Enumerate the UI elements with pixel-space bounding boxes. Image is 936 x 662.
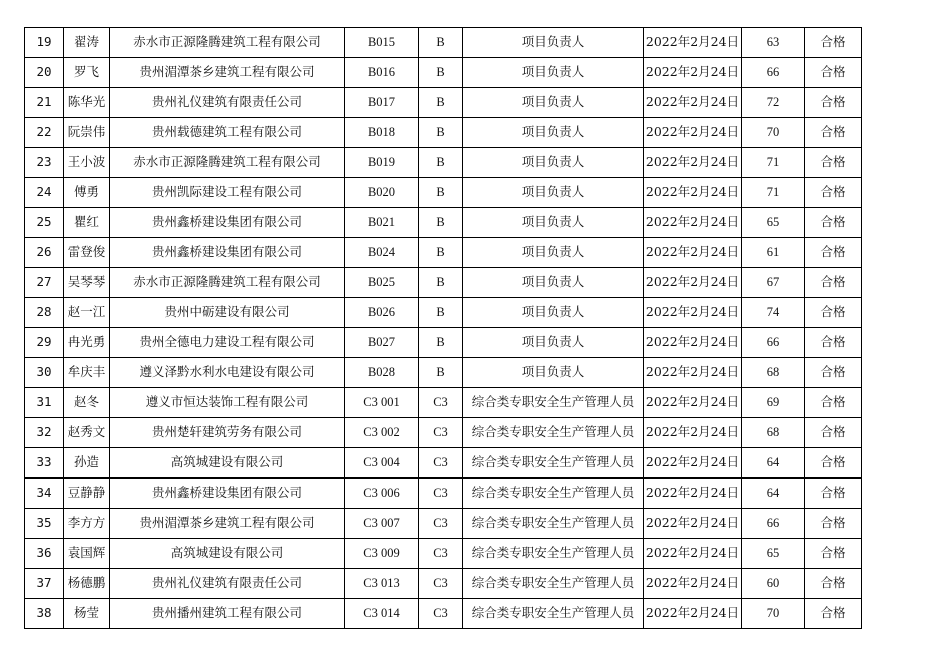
name-cell: 袁国辉 [64,539,110,569]
row-number-cell: 32 [25,418,64,448]
result-cell: 合格 [805,298,862,328]
role-cell: 综合类专职安全生产管理人员 [463,569,644,599]
result-cell: 合格 [805,448,862,479]
category-cell: C3 [419,478,463,509]
exam-date-cell: 2022年2月24日 [644,208,742,238]
category-cell: B [419,118,463,148]
name-cell: 吴琴琴 [64,268,110,298]
exam-date-cell: 2022年2月24日 [644,509,742,539]
role-cell: 项目负责人 [463,358,644,388]
category-cell: C3 [419,599,463,629]
table-row [25,388,862,418]
company-cell: 贵州凯际建设工程有限公司 [110,178,345,208]
name-cell: 傅勇 [64,178,110,208]
result-cell: 合格 [805,539,862,569]
company-cell: 贵州湄潭茶乡建筑工程有限公司 [110,58,345,88]
company-cell: 贵州鑫桥建设集团有限公司 [110,238,345,268]
name-cell: 雷登俊 [64,238,110,268]
name-cell: 杨德鹏 [64,569,110,599]
row-number-cell: 36 [25,539,64,569]
category-cell: C3 [419,418,463,448]
score-cell: 72 [742,88,805,118]
result-cell: 合格 [805,268,862,298]
name-cell: 孙造 [64,448,110,479]
table-row [25,88,862,118]
row-number-cell: 22 [25,118,64,148]
certificate-number-cell: C3 013 [345,569,419,599]
table-row [25,358,862,388]
row-number-cell: 30 [25,358,64,388]
exam-date-cell: 2022年2月24日 [644,268,742,298]
role-cell: 项目负责人 [463,328,644,358]
table-row [25,268,862,298]
score-cell: 70 [742,599,805,629]
result-cell: 合格 [805,388,862,418]
certificate-number-cell: B021 [345,208,419,238]
results-table [24,27,862,629]
category-cell: B [419,58,463,88]
score-cell: 69 [742,388,805,418]
result-cell: 合格 [805,599,862,629]
score-cell: 67 [742,268,805,298]
company-cell: 赤水市正源隆腾建筑工程有限公司 [110,28,345,58]
result-cell: 合格 [805,238,862,268]
score-cell: 63 [742,28,805,58]
table-row [25,58,862,88]
row-number-cell: 27 [25,268,64,298]
certificate-number-cell: B027 [345,328,419,358]
row-number-cell: 28 [25,298,64,328]
row-number-cell: 34 [25,478,64,509]
result-cell: 合格 [805,208,862,238]
exam-date-cell: 2022年2月24日 [644,238,742,268]
name-cell: 赵一江 [64,298,110,328]
name-cell: 翟涛 [64,28,110,58]
name-cell: 冉光勇 [64,328,110,358]
category-cell: C3 [419,509,463,539]
score-cell: 74 [742,298,805,328]
company-cell: 遵义市恒达装饰工程有限公司 [110,388,345,418]
company-cell: 贵州礼仪建筑有限责任公司 [110,569,345,599]
result-cell: 合格 [805,509,862,539]
result-cell: 合格 [805,148,862,178]
row-number-cell: 31 [25,388,64,418]
name-cell: 阮崇伟 [64,118,110,148]
row-number-cell: 20 [25,58,64,88]
score-cell: 64 [742,448,805,479]
score-cell: 64 [742,478,805,509]
category-cell: B [419,268,463,298]
company-cell: 高筑城建设有限公司 [110,448,345,479]
row-number-cell: 25 [25,208,64,238]
role-cell: 项目负责人 [463,118,644,148]
table-row [25,118,862,148]
row-number-cell: 21 [25,88,64,118]
company-cell: 贵州楚轩建筑劳务有限公司 [110,418,345,448]
role-cell: 项目负责人 [463,268,644,298]
role-cell: 项目负责人 [463,208,644,238]
company-cell: 赤水市正源隆腾建筑工程有限公司 [110,148,345,178]
table-row [25,328,862,358]
certificate-number-cell: C3 004 [345,448,419,479]
score-cell: 65 [742,208,805,238]
company-cell: 贵州全德电力建设工程有限公司 [110,328,345,358]
company-cell: 贵州鑫桥建设集团有限公司 [110,478,345,509]
category-cell: C3 [419,539,463,569]
category-cell: B [419,148,463,178]
table-row [25,418,862,448]
table-row [25,448,862,479]
table-row [25,148,862,178]
category-cell: B [419,178,463,208]
exam-date-cell: 2022年2月24日 [644,478,742,509]
certificate-number-cell: B019 [345,148,419,178]
category-cell: C3 [419,569,463,599]
certificate-number-cell: B018 [345,118,419,148]
score-cell: 66 [742,509,805,539]
row-number-cell: 26 [25,238,64,268]
name-cell: 罗飞 [64,58,110,88]
certificate-number-cell: C3 006 [345,478,419,509]
company-cell: 贵州载德建筑工程有限公司 [110,118,345,148]
name-cell: 杨莹 [64,599,110,629]
name-cell: 王小波 [64,148,110,178]
category-cell: B [419,88,463,118]
certificate-number-cell: B020 [345,178,419,208]
name-cell: 赵冬 [64,388,110,418]
score-cell: 60 [742,569,805,599]
row-number-cell: 19 [25,28,64,58]
result-cell: 合格 [805,418,862,448]
category-cell: B [419,28,463,58]
role-cell: 综合类专职安全生产管理人员 [463,478,644,509]
role-cell: 综合类专职安全生产管理人员 [463,388,644,418]
row-number-cell: 23 [25,148,64,178]
exam-date-cell: 2022年2月24日 [644,388,742,418]
name-cell: 陈华光 [64,88,110,118]
row-number-cell: 38 [25,599,64,629]
exam-date-cell: 2022年2月24日 [644,178,742,208]
score-cell: 66 [742,328,805,358]
category-cell: B [419,238,463,268]
role-cell: 项目负责人 [463,88,644,118]
role-cell: 项目负责人 [463,238,644,268]
exam-date-cell: 2022年2月24日 [644,599,742,629]
company-cell: 贵州中砺建设有限公司 [110,298,345,328]
role-cell: 综合类专职安全生产管理人员 [463,448,644,479]
exam-date-cell: 2022年2月24日 [644,88,742,118]
category-cell: C3 [419,388,463,418]
company-cell: 贵州礼仪建筑有限责任公司 [110,88,345,118]
score-cell: 71 [742,148,805,178]
row-number-cell: 24 [25,178,64,208]
result-cell: 合格 [805,178,862,208]
category-cell: B [419,208,463,238]
score-cell: 68 [742,358,805,388]
company-cell: 赤水市正源隆腾建筑工程有限公司 [110,268,345,298]
result-cell: 合格 [805,569,862,599]
table-row [25,298,862,328]
result-cell: 合格 [805,58,862,88]
exam-date-cell: 2022年2月24日 [644,58,742,88]
certificate-number-cell: C3 009 [345,539,419,569]
category-cell: B [419,358,463,388]
table-row [25,478,862,509]
name-cell: 豆静静 [64,478,110,509]
name-cell: 牟庆丰 [64,358,110,388]
name-cell: 瞿红 [64,208,110,238]
exam-date-cell: 2022年2月24日 [644,418,742,448]
exam-date-cell: 2022年2月24日 [644,148,742,178]
table-row [25,208,862,238]
row-number-cell: 37 [25,569,64,599]
exam-date-cell: 2022年2月24日 [644,328,742,358]
name-cell: 李方方 [64,509,110,539]
role-cell: 项目负责人 [463,148,644,178]
company-cell: 贵州湄潭茶乡建筑工程有限公司 [110,509,345,539]
exam-date-cell: 2022年2月24日 [644,298,742,328]
company-cell: 遵义泽黔水利水电建设有限公司 [110,358,345,388]
result-cell: 合格 [805,118,862,148]
role-cell: 项目负责人 [463,28,644,58]
result-cell: 合格 [805,478,862,509]
exam-date-cell: 2022年2月24日 [644,448,742,479]
company-cell: 贵州鑫桥建设集团有限公司 [110,208,345,238]
result-cell: 合格 [805,328,862,358]
certificate-number-cell: B024 [345,238,419,268]
certificate-number-cell: B015 [345,28,419,58]
certificate-number-cell: C3 001 [345,388,419,418]
category-cell: B [419,328,463,358]
table-body [25,28,862,629]
certificate-number-cell: B016 [345,58,419,88]
exam-date-cell: 2022年2月24日 [644,358,742,388]
result-cell: 合格 [805,28,862,58]
certificate-number-cell: B017 [345,88,419,118]
row-number-cell: 29 [25,328,64,358]
certificate-number-cell: C3 007 [345,509,419,539]
role-cell: 项目负责人 [463,298,644,328]
category-cell: C3 [419,448,463,479]
table-row [25,509,862,539]
role-cell: 综合类专职安全生产管理人员 [463,509,644,539]
certificate-number-cell: B026 [345,298,419,328]
score-cell: 61 [742,238,805,268]
exam-date-cell: 2022年2月24日 [644,539,742,569]
role-cell: 综合类专职安全生产管理人员 [463,599,644,629]
score-cell: 71 [742,178,805,208]
table-row [25,539,862,569]
role-cell: 综合类专职安全生产管理人员 [463,539,644,569]
category-cell: B [419,298,463,328]
score-cell: 68 [742,418,805,448]
exam-date-cell: 2022年2月24日 [644,118,742,148]
row-number-cell: 33 [25,448,64,479]
row-number-cell: 35 [25,509,64,539]
company-cell: 贵州播州建筑工程有限公司 [110,599,345,629]
table-row [25,28,862,58]
name-cell: 赵秀文 [64,418,110,448]
certificate-number-cell: C3 014 [345,599,419,629]
certificate-number-cell: B025 [345,268,419,298]
score-cell: 70 [742,118,805,148]
score-cell: 66 [742,58,805,88]
role-cell: 项目负责人 [463,178,644,208]
exam-date-cell: 2022年2月24日 [644,569,742,599]
table-row [25,238,862,268]
certificate-number-cell: C3 002 [345,418,419,448]
certificate-number-cell: B028 [345,358,419,388]
score-cell: 65 [742,539,805,569]
exam-date-cell: 2022年2月24日 [644,28,742,58]
role-cell: 综合类专职安全生产管理人员 [463,418,644,448]
result-cell: 合格 [805,358,862,388]
result-cell: 合格 [805,88,862,118]
table-row [25,599,862,629]
table-row [25,569,862,599]
table-row [25,178,862,208]
company-cell: 高筑城建设有限公司 [110,539,345,569]
role-cell: 项目负责人 [463,58,644,88]
